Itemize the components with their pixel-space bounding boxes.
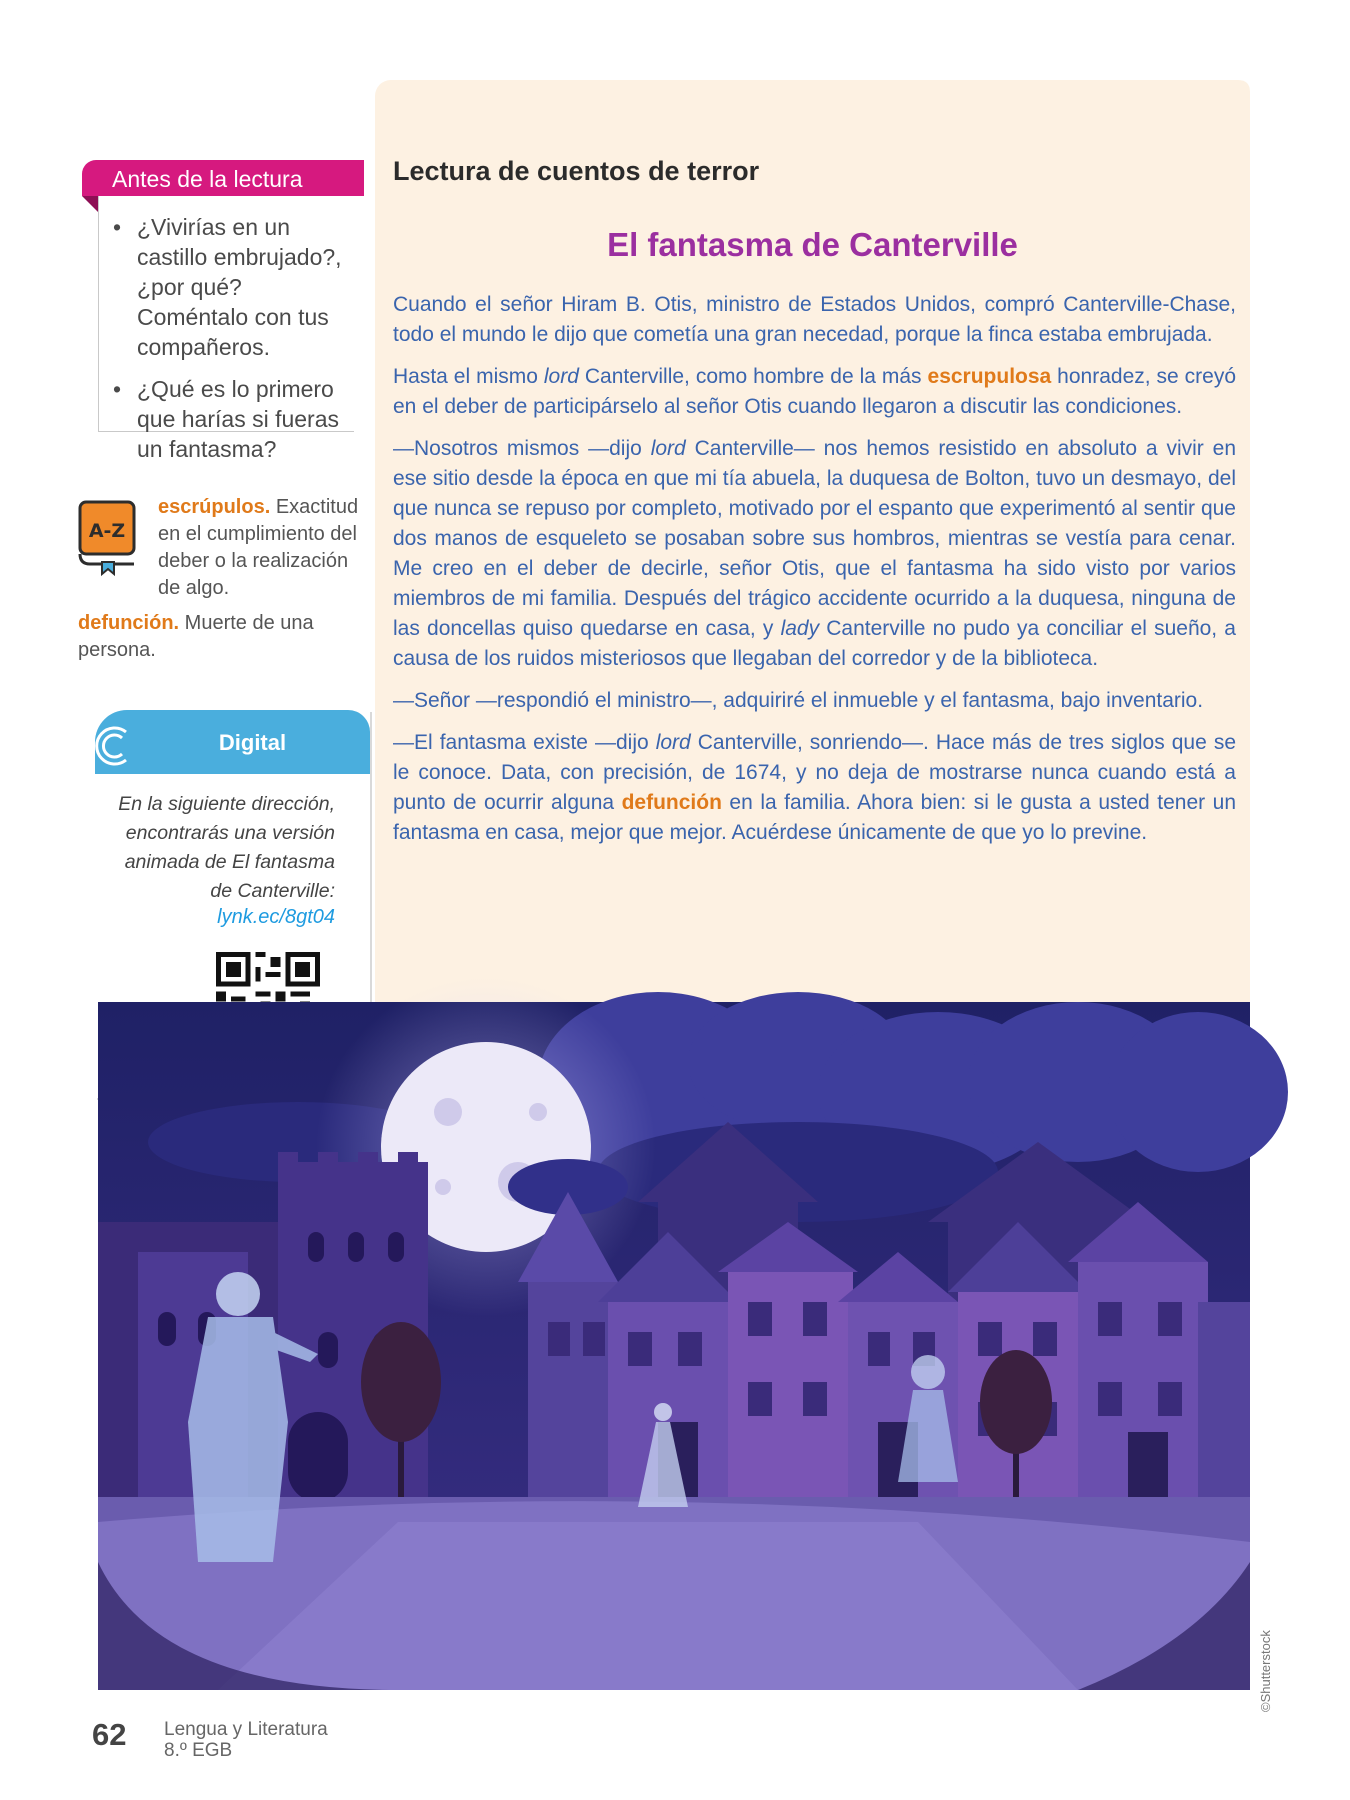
text-run: Hasta el mismo xyxy=(393,365,544,388)
story-title: El fantasma de Canterville xyxy=(607,226,1018,263)
glossary-term-defuncion: defunción xyxy=(621,791,722,814)
text-run: Canterville, sonriendo—. Hace más de tres siglos que se le conoce. Data, con precisión, de 1674, y no deja de mostrarse nunca cuando está a punto de ocurrir alguna xyxy=(393,731,1236,814)
before-reading-label: Antes de la lectura xyxy=(82,160,364,196)
italic-word: lady xyxy=(780,617,820,640)
question-list xyxy=(99,196,354,464)
italic-word: lord xyxy=(650,437,686,460)
glossary-entry xyxy=(158,494,368,602)
digital-link[interactable]: lynk.ec/8gt04 xyxy=(217,906,335,928)
text-run: Canterville, como hombre de la más xyxy=(578,365,928,388)
digital-label: Digital xyxy=(218,730,287,755)
haunted-town-illustration xyxy=(98,1002,1250,1690)
text-run: Canterville— nos hemos resistido en absoluto a vivir en ese sitio desde la época en que mi tía abuela, la duquesa de Bolton, tuvo un desmayo, del que nunca se repuso por completo, motivado por el espanto que experimentó al sentir que dos manos de esqueleto se posaban sobre sus hombros, mientras se vestía para cenar. Me creo en el deber de decirle, señor Otis, que el fantasma ha sido visto por varios miembros de mi familia. Después del trágico accidente ocurrido a la duquesa, ninguna de las doncellas quiso quedarse en casa, y xyxy=(393,437,1237,640)
question-item: • ¿Vivirías en un castillo embrujado?, ¿por qué? Coméntalo con tus compañeros. xyxy=(113,212,354,362)
dictionary-icon-label: A-Z xyxy=(88,520,126,542)
grade-level: 8.º EGB xyxy=(164,1740,233,1761)
story-paragraph xyxy=(393,362,1236,422)
text-run: Canterville no pudo ya conciliar el sueño, a causa de los ruidos misteriosos que llegaban del corredor y de la biblioteca. xyxy=(393,617,1236,670)
glossary-definition: Exactitud en el cumplimiento del deber o la realización de algo. xyxy=(158,496,359,599)
digital-text: En la siguiente dirección, encontrarás una versión animada de El fantasma de Canterville: xyxy=(118,793,335,902)
footer-subject xyxy=(164,1719,328,1761)
subject-name: Lengua y Literatura xyxy=(164,1719,328,1740)
text-run: —El fantasma existe —dijo xyxy=(393,731,656,754)
italic-word: lord xyxy=(655,731,691,754)
page-number: 62 xyxy=(92,1717,127,1752)
before-reading-box xyxy=(98,196,354,462)
image-credit xyxy=(1252,1612,1282,1712)
glossary-entry xyxy=(78,610,368,664)
story-paragraph xyxy=(393,728,1236,848)
section-heading: Lectura de cuentos de terror xyxy=(393,156,760,186)
glossary-term: defunción. xyxy=(78,612,180,634)
story-paragraph xyxy=(393,434,1236,674)
image-credit-text: ©Shutterstock xyxy=(1258,1630,1273,1712)
dictionary-icon xyxy=(78,500,138,575)
question-item: • ¿Qué es lo primero que harías si fueras un fantasma? xyxy=(113,374,354,464)
story-paragraph: Cuando el señor Hiram B. Otis, ministro de Estados Unidos, compró Canterville-Chase, todo el mundo le dijo que cometía una gran necedad, porque la finca estaba embrujada. xyxy=(393,293,1236,346)
story-body xyxy=(393,290,1236,860)
glossary-term: escrúpulos. xyxy=(158,496,271,518)
text-run: honradez, se creyó en el deber de participárselo al señor Otis cuando llegaron a discutir las condiciones. xyxy=(393,365,1237,418)
label-fold-icon xyxy=(82,196,98,212)
story-paragraph: —Señor —respondió el ministro—, adquiriré el inmueble y el fantasma, bajo inventario. xyxy=(393,689,1204,712)
italic-word: lord xyxy=(543,365,579,388)
text-run: en la familia. Ahora bien: si le gusta a usted tener un fantasma en casa, mejor que mejor. Acuérdese únicamente de que yo lo previne. xyxy=(393,791,1236,844)
text-run: —Nosotros mismos —dijo xyxy=(393,437,651,460)
glossary-definition: Muerte de una persona. xyxy=(78,612,314,661)
glossary-term-escrupulosa: escrupulosa xyxy=(927,365,1052,388)
